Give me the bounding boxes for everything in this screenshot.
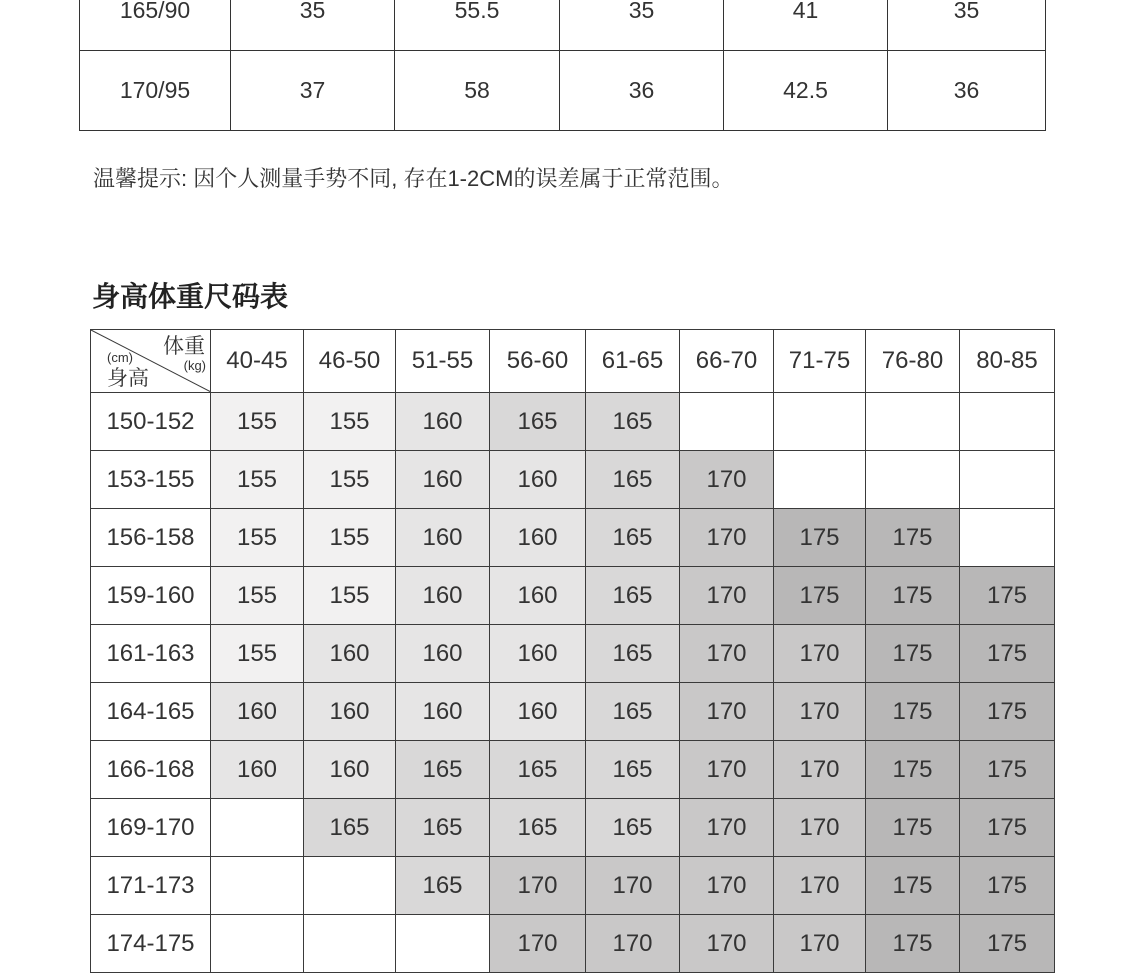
size-cell: 160 [211, 741, 304, 799]
size-cell: 165 [586, 625, 680, 683]
measurement-cell: 35 [560, 0, 724, 51]
size-chart-row [91, 799, 1055, 857]
size-cell: 160 [304, 625, 396, 683]
size-cell [304, 857, 396, 915]
measurement-cell: 42.5 [724, 51, 888, 131]
height-range-cell: 164-165 [91, 683, 211, 741]
weight-range-header: 71-75 [774, 330, 866, 393]
size-cell: 165 [586, 683, 680, 741]
measurement-cell: 55.5 [395, 0, 560, 51]
size-cell: 170 [774, 857, 866, 915]
size-cell: 175 [866, 857, 960, 915]
weight-unit-label: (kg) [183, 358, 206, 373]
size-cell: 165 [490, 393, 586, 451]
size-cell: 170 [680, 799, 774, 857]
size-cell: 160 [490, 683, 586, 741]
size-chart-row [91, 393, 1055, 451]
size-cell: 175 [866, 799, 960, 857]
size-cell: 170 [774, 741, 866, 799]
size-cell: 170 [774, 799, 866, 857]
measurement-cell: 35 [888, 0, 1046, 51]
height-range-cell: 150-152 [91, 393, 211, 451]
size-cell: 170 [680, 915, 774, 973]
size-cell: 170 [680, 451, 774, 509]
weight-range-header: 76-80 [866, 330, 960, 393]
size-cell: 175 [866, 915, 960, 973]
measurement-cell: 170/95 [80, 51, 231, 131]
size-cell: 165 [396, 857, 490, 915]
size-cell: 170 [490, 857, 586, 915]
size-cell [960, 509, 1055, 567]
corner-header-cell [91, 330, 211, 393]
measurement-cell: 36 [560, 51, 724, 131]
size-chart-row [91, 857, 1055, 915]
size-cell [774, 393, 866, 451]
size-cell: 155 [304, 393, 396, 451]
size-cell: 170 [680, 567, 774, 625]
size-cell: 175 [866, 625, 960, 683]
size-cell: 175 [960, 625, 1055, 683]
size-cell: 165 [586, 451, 680, 509]
size-cell: 170 [680, 857, 774, 915]
size-cell: 175 [774, 567, 866, 625]
size-cell: 165 [586, 799, 680, 857]
measurement-table [79, 0, 1046, 131]
height-range-cell: 174-175 [91, 915, 211, 973]
size-cell: 155 [211, 625, 304, 683]
size-cell [211, 799, 304, 857]
size-cell: 160 [211, 683, 304, 741]
size-cell: 155 [304, 451, 396, 509]
size-chart-row [91, 567, 1055, 625]
size-cell: 160 [304, 741, 396, 799]
measurement-cell: 35 [231, 0, 395, 51]
measurement-cell: 165/90 [80, 0, 231, 51]
size-cell: 165 [490, 799, 586, 857]
size-cell [396, 915, 490, 973]
size-cell: 170 [490, 915, 586, 973]
height-range-cell: 153-155 [91, 451, 211, 509]
size-cell: 175 [960, 915, 1055, 973]
size-cell: 155 [211, 451, 304, 509]
height-range-cell: 171-173 [91, 857, 211, 915]
size-cell: 175 [960, 799, 1055, 857]
size-cell: 165 [586, 567, 680, 625]
size-cell: 160 [396, 567, 490, 625]
size-cell: 155 [211, 567, 304, 625]
measurement-row [80, 0, 1046, 51]
size-cell [680, 393, 774, 451]
size-cell: 175 [960, 567, 1055, 625]
size-chart-row [91, 683, 1055, 741]
weight-range-header: 56-60 [490, 330, 586, 393]
weight-range-header: 80-85 [960, 330, 1055, 393]
size-cell [960, 393, 1055, 451]
size-cell: 155 [304, 567, 396, 625]
size-chart-row [91, 509, 1055, 567]
size-cell: 155 [211, 393, 304, 451]
size-cell: 165 [586, 741, 680, 799]
size-cell: 170 [680, 683, 774, 741]
size-cell [866, 451, 960, 509]
weight-range-header: 51-55 [396, 330, 490, 393]
height-range-cell: 159-160 [91, 567, 211, 625]
size-cell [960, 451, 1055, 509]
size-cell: 170 [586, 915, 680, 973]
size-cell: 170 [680, 509, 774, 567]
measurement-cell: 37 [231, 51, 395, 131]
size-cell: 170 [774, 915, 866, 973]
size-cell: 165 [586, 393, 680, 451]
size-cell: 160 [490, 451, 586, 509]
height-range-cell: 169-170 [91, 799, 211, 857]
size-cell: 160 [396, 451, 490, 509]
size-cell: 170 [774, 625, 866, 683]
size-cell: 160 [396, 509, 490, 567]
size-chart-table [90, 329, 1055, 973]
size-chart-row [91, 451, 1055, 509]
size-cell: 165 [586, 509, 680, 567]
size-cell: 175 [866, 741, 960, 799]
size-cell: 165 [304, 799, 396, 857]
size-cell: 160 [396, 625, 490, 683]
size-cell: 175 [866, 567, 960, 625]
size-cell: 170 [586, 857, 680, 915]
height-unit-label: (cm) [107, 350, 133, 365]
size-cell: 175 [960, 683, 1055, 741]
size-cell: 160 [490, 509, 586, 567]
size-cell: 165 [396, 741, 490, 799]
size-chart-row [91, 625, 1055, 683]
size-cell: 160 [396, 683, 490, 741]
size-chart-row [91, 915, 1055, 973]
size-cell: 170 [680, 625, 774, 683]
size-cell: 175 [960, 741, 1055, 799]
height-range-cell: 166-168 [91, 741, 211, 799]
size-cell: 165 [490, 741, 586, 799]
size-cell [304, 915, 396, 973]
size-cell: 155 [304, 509, 396, 567]
size-cell: 165 [396, 799, 490, 857]
weight-axis-label: 体重 [163, 335, 205, 358]
size-cell: 160 [396, 393, 490, 451]
weight-range-header: 40-45 [211, 330, 304, 393]
measurement-cell: 36 [888, 51, 1046, 131]
size-chart-title: 身高体重尺码表 [92, 281, 289, 312]
size-cell: 170 [774, 683, 866, 741]
size-cell: 160 [490, 625, 586, 683]
size-cell [866, 393, 960, 451]
size-cell [211, 915, 304, 973]
measurement-cell: 41 [724, 0, 888, 51]
weight-range-header: 66-70 [680, 330, 774, 393]
size-cell: 160 [490, 567, 586, 625]
measurement-row [80, 51, 1046, 131]
weight-range-header: 46-50 [304, 330, 396, 393]
height-axis-label: 身高 [107, 367, 149, 390]
size-cell: 175 [866, 683, 960, 741]
size-cell [211, 857, 304, 915]
size-cell: 175 [774, 509, 866, 567]
height-range-cell: 156-158 [91, 509, 211, 567]
size-cell: 175 [866, 509, 960, 567]
size-cell: 170 [680, 741, 774, 799]
size-cell: 175 [960, 857, 1055, 915]
height-range-cell: 161-163 [91, 625, 211, 683]
measurement-tip: 温馨提示: 因个人测量手势不同, 存在1-2CM的误差属于正常范围。 [93, 166, 734, 191]
size-chart-row [91, 741, 1055, 799]
size-cell: 160 [304, 683, 396, 741]
size-cell [774, 451, 866, 509]
size-cell: 155 [211, 509, 304, 567]
weight-range-header: 61-65 [586, 330, 680, 393]
measurement-cell: 58 [395, 51, 560, 131]
